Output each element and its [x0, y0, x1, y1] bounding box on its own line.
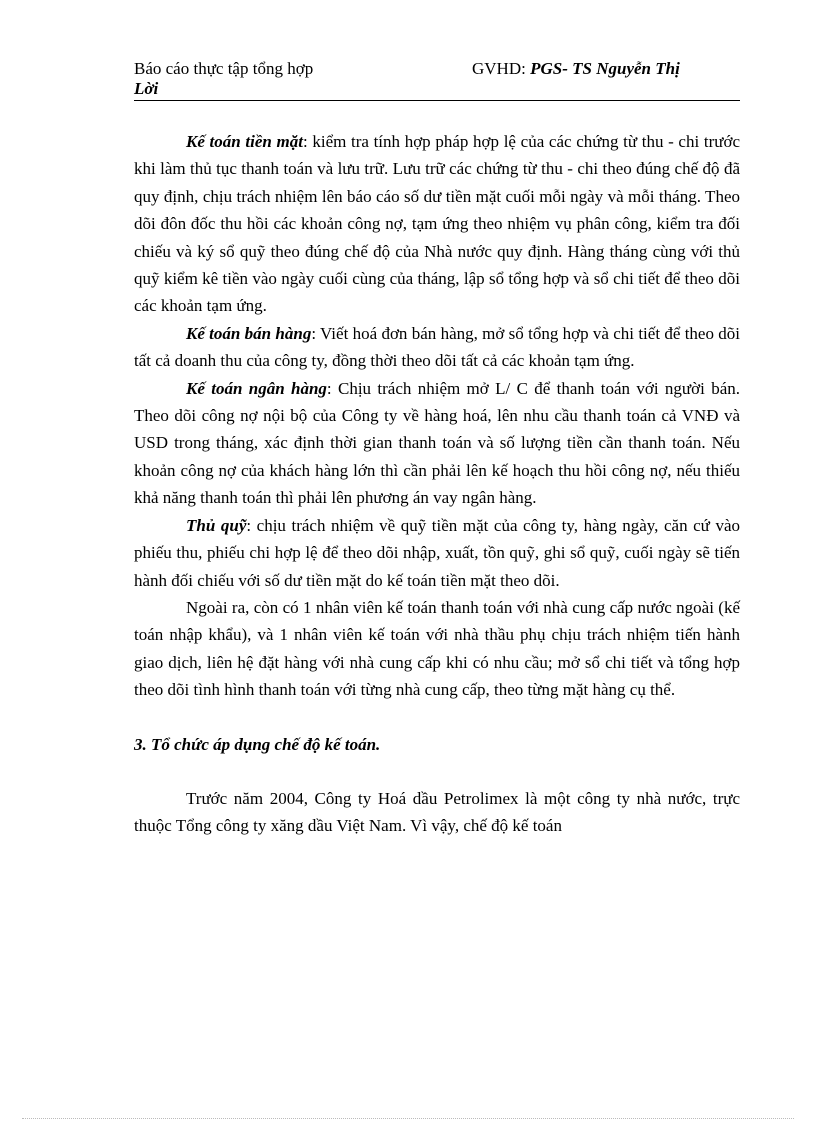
spacer — [134, 758, 740, 785]
paragraph-label: Kế toán bán hàng — [186, 323, 312, 343]
supervisor-info — [472, 58, 680, 80]
paragraph-bank-accountant — [134, 375, 740, 512]
page-bottom-border — [22, 1118, 794, 1119]
section-paragraph: Trước năm 2004, Công ty Hoá dầu Petrolimex là một công ty nhà nước, trực thuộc Tổng công ty xăng dầu Việt Nam. Vì vậy, chế độ kế toán — [134, 788, 740, 835]
supervisor-name-continued: Lời — [134, 79, 159, 98]
section-heading: 3. Tổ chức áp dụng chế độ kế toán. — [134, 734, 381, 754]
paragraph-text: Ngoài ra, còn có 1 nhân viên kế toán thanh toán với nhà cung cấp nước ngoài (kế toán nhập khẩu), và 1 nhân viên kế toán với nhà thầu phụ chịu trách nhiệm tiến hành giao dịch, liên hệ đặt hàng với nhà cung cấp khi có nhu cầu; mở sổ chi tiết và tổng hợp theo dõi tình hình thanh toán với từng nhà cung cấp, theo từng mặt hàng cụ thể. — [134, 597, 740, 700]
page-header — [134, 56, 740, 101]
paragraph-text: : Chịu trách nhiệm mở L/ C để thanh toán với người bán. Theo dõi công nợ nội bộ của Công ty về hàng hoá, lên nhu cầu thanh toán cả VNĐ và USD trong tháng, xác định thời gian thanh toán và số lượng tiền cần thanh toán. Nếu khoản công nợ của khách hàng lớn thì cần phải lên kế hoạch thu hồi công nợ, nếu thiếu khả năng thanh toán thì phải lên phương án vay ngân hàng. — [134, 378, 740, 508]
paragraph-sales-accountant — [134, 320, 740, 375]
paragraph-other-staff — [134, 594, 740, 704]
report-title: Báo cáo thực tập tổng hợp — [134, 59, 314, 78]
paragraph-cashier — [134, 512, 740, 594]
paragraph-label: Kế toán tiền mặt — [186, 132, 303, 151]
paragraph-text: : kiểm tra tính hợp pháp hợp lệ của các chứng từ thu - chi trước khi làm thủ tục thanh toán và lưu trữ. Lưu trữ các chứng từ thu - chi theo đúng chế độ đã quy định, chịu trách nhiệm lên báo cáo số dư tiền mặt cuối mỗi ngày và mỗi tháng. Theo dõi đôn đốc thu hồi các khoản công nợ, tạm ứng theo nhiệm vụ phân công, kiểm tra đối chiếu và ký sổ quỹ theo đúng chế độ của Nhà nước quy định. Hàng tháng cùng với thủ quỹ kiểm kê tiền vào ngày cuối cùng của tháng, lập sổ tổng hợp và sổ chi tiết để theo dõi các khoản tạm ứng. — [134, 132, 740, 316]
spacer — [134, 704, 740, 731]
paragraph-text: : chịu trách nhiệm về quỹ tiền mặt của công ty, hàng ngày, căn cứ vào phiếu thu, phiếu chi hợp lệ để theo dõi nhập, xuất, tồn quỹ, ghi sổ quỹ, cuối ngày sẽ tiến hành đối chiếu với số dư tiền mặt do kế toán tiền mặt theo dõi. — [134, 515, 741, 590]
document-body — [134, 128, 740, 839]
paragraph-label: Kế toán ngân hàng — [186, 378, 327, 398]
supervisor-name: PGS- TS Nguyễn Thị — [530, 59, 680, 78]
paragraph-cash-accountant — [134, 128, 740, 320]
paragraph-label: Thủ quỹ — [186, 515, 247, 535]
supervisor-label: GVHD: — [472, 59, 531, 78]
paragraph-text: : Viết hoá đơn bán hàng, mở sổ tổng hợp và chi tiết để theo dõi tất cả doanh thu của công ty, đồng thời theo dõi tất cả các khoản tạm ứng. — [134, 323, 740, 371]
